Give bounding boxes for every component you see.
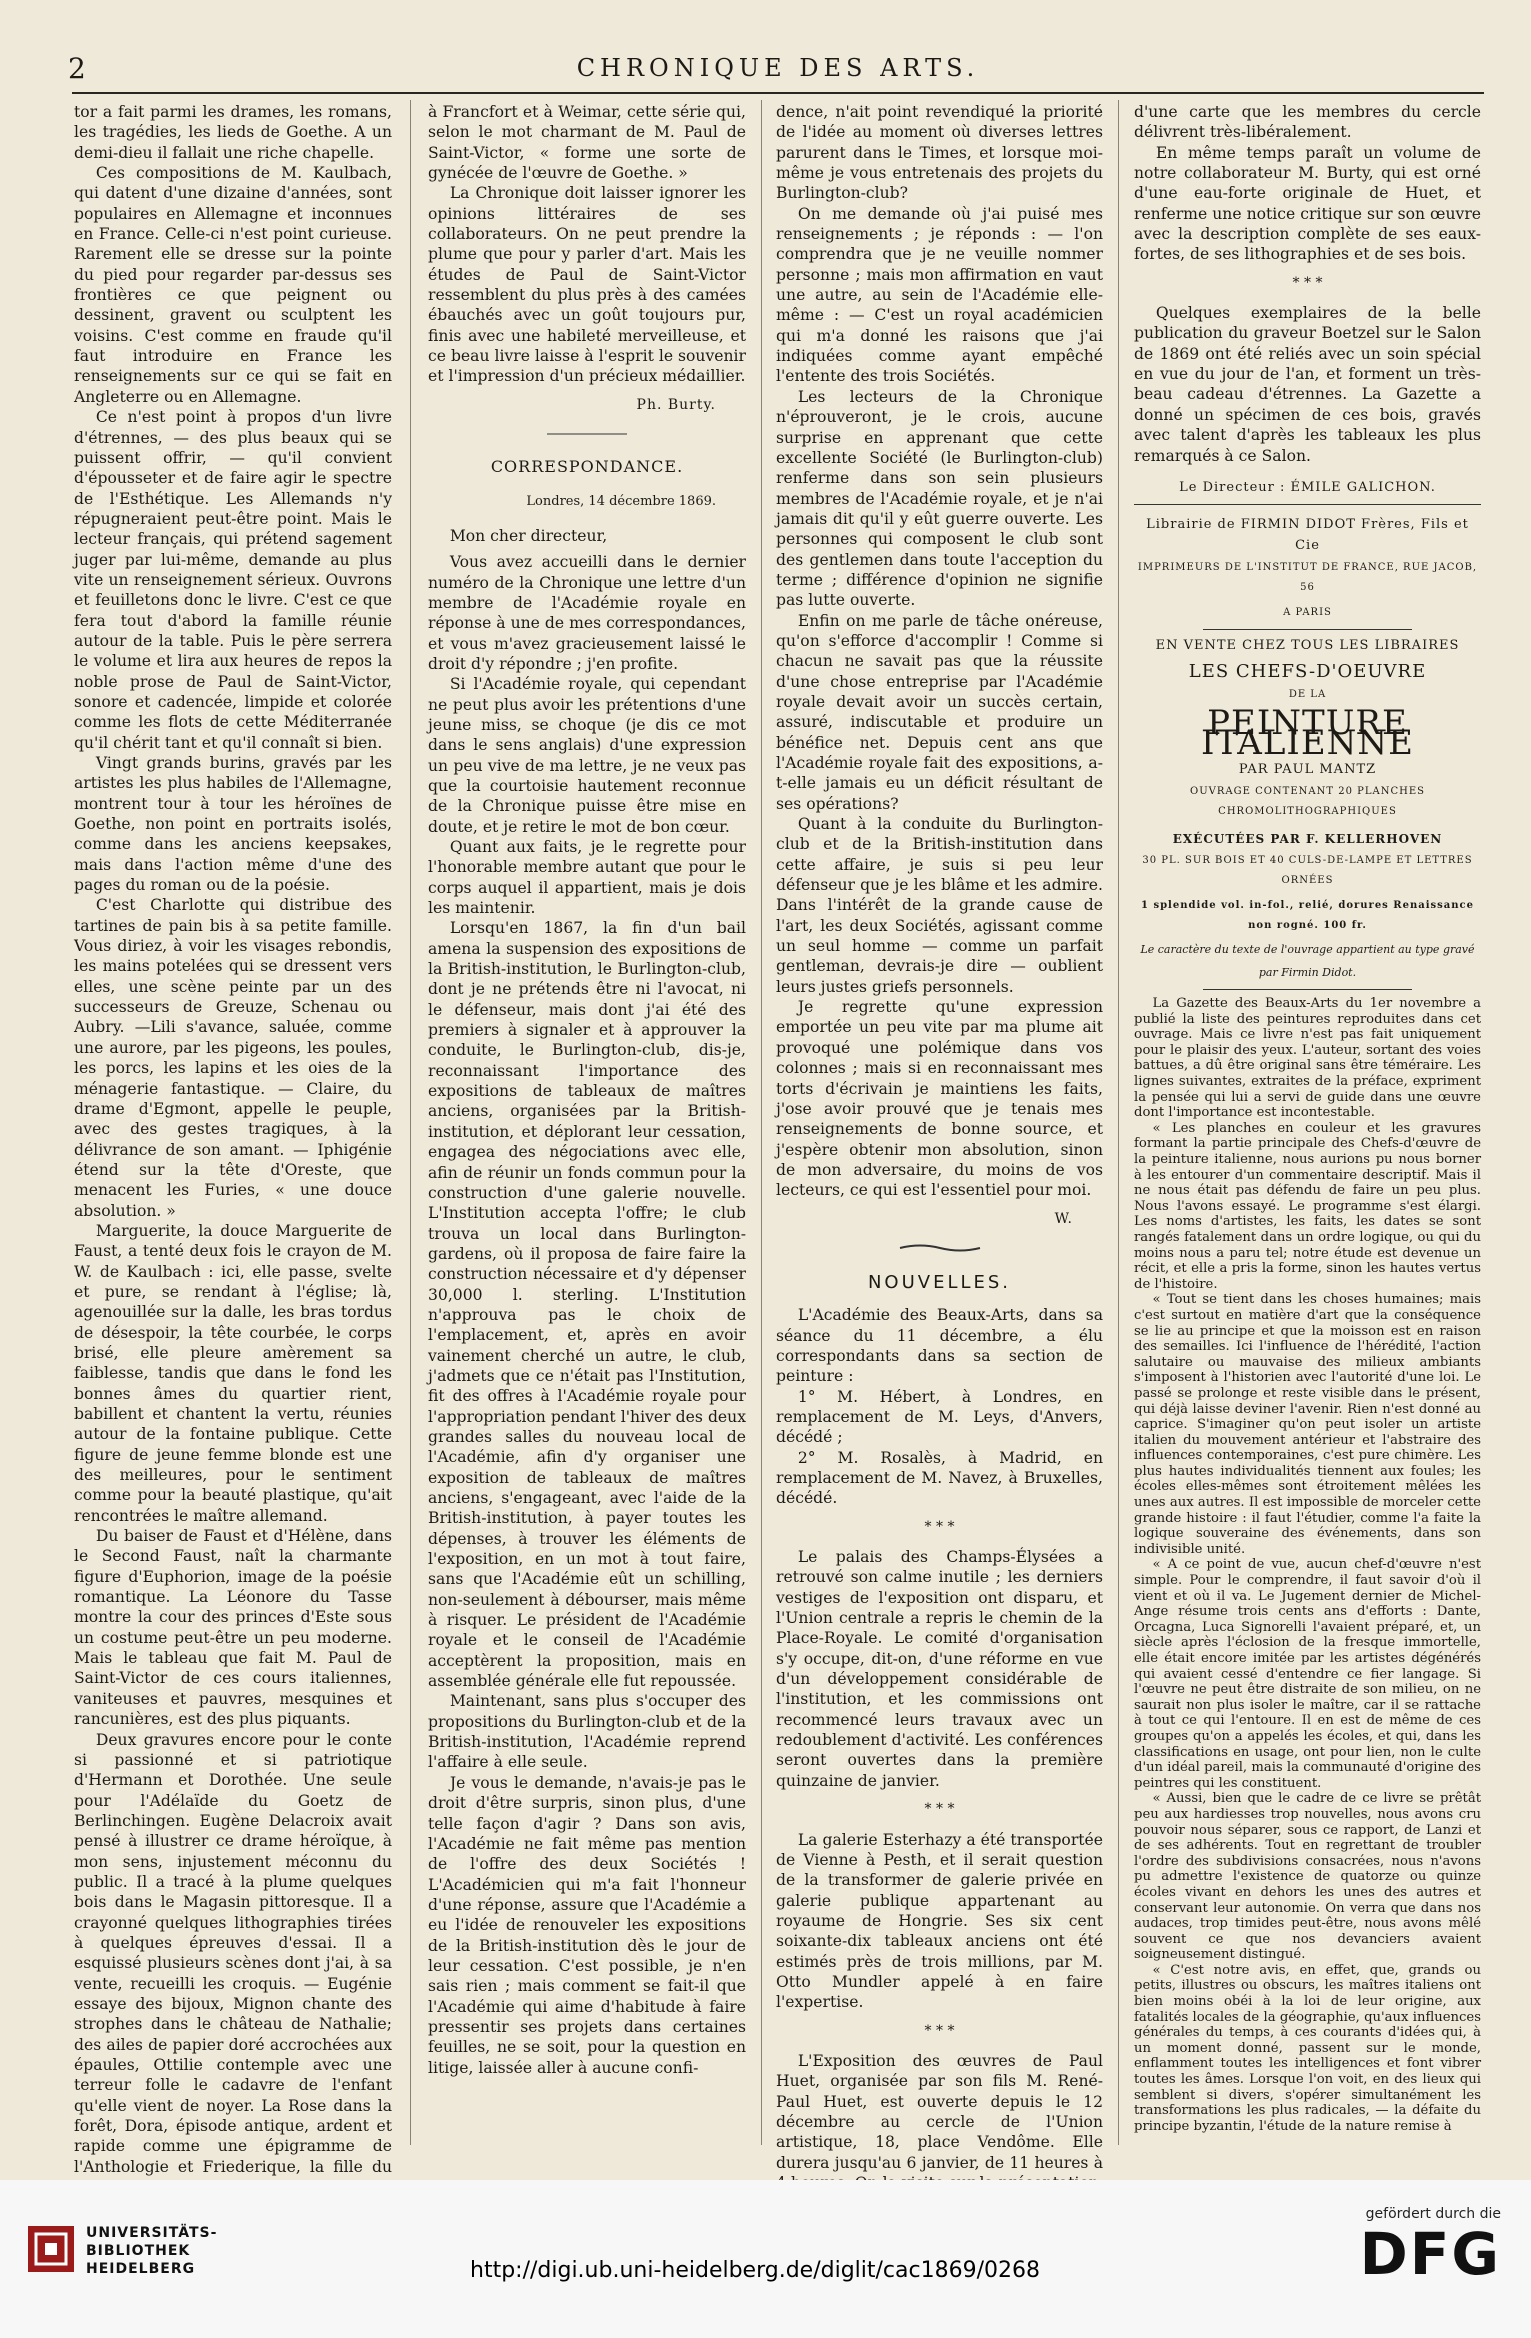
paragraph: Lorsqu'en 1867, la fin d'un bail amena la suspension des expositions de la British-institution, le Burlington-club, dont je ne prétends être ni l'avocat, ni le défenseur, mais dont j'ai été des premiers à signaler et à approuver la conduite, le Burlington-club, dis-je, reconnaissant l'importance des expositions de tableaux de maîtres anciens, organisées par la British-institution, et déplorant leur cessation, engagea des négociations avec elle, afin de réunir un fonds commun pour la construction d'une galerie nouvelle. L'Institution accepta l'offre; le club trouva un local dans Burlington-gardens, où il proposa de faire faire la construction nécessaire et d'y dépenser 30,000 l. sterling. L'Institution n'approuva pas le choix de l'emplacement, et, après en avoir vainement cherché un autre, le club, j'admets que ce n'était pas l'Institution, fit des offres à l'Académie royale pour l'appropriation pendant l'hiver des deux grandes salles du nouveau local de l'Académie, afin d'y organiser une exposition de tableaux de maîtres anciens, s'engageant, avec l'aide de la British-institution, à payer toutes les dépenses, à trouver les éléments de l'exposition, en un mot à tout faire, sans que l'Académie eût un schilling, non-seulement à débourser, mais même à risquer. Le président de l'Académie royale et le conseil de l'Académie acceptèrent la proposition, mais en assemblée générale elle fut repoussée. — [428, 919, 746, 1691]
ad-de-la: DE LA — [1288, 688, 1327, 700]
paragraph: En même temps paraît un volume de notre collaborateur M. Burty, qui est orné d'une eau-forte originale de Huet, et renferme une notice critique sur son œuvre avec la description complète de ses eaux-fortes, de ses lithographies et de ses bois. — [1134, 143, 1481, 264]
salutation: Mon cher directeur, — [449, 526, 608, 545]
page-header — [68, 50, 1488, 90]
paragraph: « Aussi, bien que le cadre de ce livre se prêtât peu aux hardiesses trop nouvelles, nous avons cru pouvoir nous séparer, sous ce rapport, de Lanzi et de ses adhérents. Tout en regrettant de troubler l'ordre des subdivisions consacrées, nous n'avons pu admettre l'existence de quatorze ou quinze écoles vivant en dehors les unes des autres et conservant leur autonomie. On verra que dans nos audaces, trop timides peut-être, nous avons mêlé souvent ce que nos devanciers avaient soigneusement distingué. — [1134, 1791, 1481, 1963]
column-divider — [1118, 100, 1119, 2145]
library-name — [86, 2224, 217, 2278]
paragraph: Du baiser de Faust et d'Hélène, dans le Second Faust, naît la charmante figure d'Euphorion, image de la poésie romantique. La Léonore du Tasse montre la cour des princes d'Este sous un costume peut-être un peu moderne. Mais le tableau que fait M. Paul de Saint-Victor de ces cours italiennes, vaniteuses et pauvres, mesquines et rancunières, est des plus piquants. — [74, 1527, 392, 1729]
paragraph: Je regrette qu'une expression emportée un peu vite par ma plume ait provoqué une polémique dans vos colonnes ; mais si en reconnaissant mes torts d'écrivain je maintiens les faits, j'ose avoir prouvé que je tenais mes renseignements de bonne source, et j'espère obtenir mon absolution, sinon de mon adversaire, du moins de vos lecteurs, ce qui est l'essentiel pour moi. — [776, 998, 1103, 1200]
library-name-line: HEIDELBERG — [86, 2261, 196, 2277]
paragraph: 1° M. Hébert, à Londres, en remplacement de M. Leys, d'Anvers, décédé ; — [776, 1387, 1103, 1447]
paragraph: tor a fait parmi les drames, les romans, les tragédies, les lieds de Goethe. A un demi-dieu il fallait une riche chapelle. — [74, 103, 392, 162]
paragraph: L'Exposition des œuvres de Paul Huet, organisée par son fils M. René-Paul Huet, est ouverte depuis le 12 décembre au cercle de l'Union artistique, 18, place Vendôme. Elle durera jusqu'au 6 janvier, de 11 heures à — [776, 2051, 1103, 2172]
university-library-logo[interactable] — [28, 2218, 448, 2308]
paragraph: Marguerite, la douce Marguerite de Faust, a tenté deux fois le crayon de M. W. de Kaulbach : ici, elle passe, svelte et pure, se rendant à l'église; là, agenouillée sur la dalle, les bras tordus de désespoir, la tête courbée, le corps brisé, elle pleure amèrement sa faiblesse, tandis que dans le fond les bonnes âmes du quartier rient, babillent et chantent la vertu, réunies autour de la fontaine publique. Cette figure de jeune femme blonde est une des meilleures, pour le sentiment comme pour la beauté plastique, qu'ait rencontrées le maître allemand. — [74, 1221, 392, 1525]
paragraph: dence, n'ait point revendiqué la priorité de l'idée au moment où diverses lettres parurent dans le Times, et lorsque moi-même je vous entretenais des projets du Burlington-club? — [776, 103, 1103, 203]
paragraph: « C'est notre avis, en effet, que, grands ou petits, illustres ou obscurs, les maîtres italiens ont bien moins obéi à la loi de leur origine, aux fatalités locales de la géographie, qu'aux influences générales du temps, à ces courants d'idées qui, à un moment donné, passent sur le monde, enflamment toutes les intelligences et font vibrer toutes les âmes. Lorsque l'on voit, en des lieux qui semblent si divers, s'opérer simultanément les transformations les plus radicales, — la défaite du principe byzantin, l'étude de la nature remise à — [1134, 1962, 1481, 2134]
ad-content: OUVRAGE CONTENANT 20 PLANCHES CHROMOLITHOGRAPHIQUES — [1190, 785, 1425, 818]
paragraph: Quelques exemplaires de la belle publication du graveur Boetzel sur le Salon de 1869 ont été reliés avec un soin spécial en vue du jour de l'an, et forment un très-beau cadeau d'étrennes. La Gazette a donné un spécimen de ces bois, gravés avec talent d'après les tableaux les plus remarqués à ce Salon. — [1134, 304, 1481, 465]
paragraph: Le palais des Champs-Élysées a retrouvé son calme inutile ; les derniers vestiges de l'exposition ont disparu, et l'Union centrale a repris le chemin de la Place-Royale. Le comité d'organisation s'y occupe, dit-on, d'une réforme en vue d'un développement considérable de l'institution, et les commissions ont recommencé leurs travaux avec un redoublement d'activité. Les conférences seront ouvertes dans la première quinzaine de janvier. — [776, 1548, 1103, 1790]
paragraph: 2° M. Rosalès, à Madrid, en remplacement de M. Navez, à Bruxelles, décédé. — [776, 1448, 1103, 1508]
paragraph: Maintenant, sans plus s'occuper des propositions du Burlington-club et de la British-institution, l'Académie reprend l'affaire à elle seule. — [428, 1692, 746, 1772]
running-title: CHRONIQUE DES ARTS. — [576, 54, 980, 82]
column-divider — [761, 100, 762, 2145]
dfg-logo: DFG — [1359, 2220, 1501, 2288]
paragraph: La Chronique doit laisser ignorer les opinions littéraires de ses collaborateurs. On ne peut prendre la plume que pour y parler d'art. Mais les études de Paul de Saint-Victor ressemblent du plus près à des camées ébauchés avec un goût toujours pur, finis avec une habileté merveilleuse, et ce beau livre laisse à l'esprit le souvenir et l'impression d'un précieux médaillier. — [428, 184, 746, 386]
column-3 — [776, 102, 1103, 2172]
ad-rule — [1203, 989, 1411, 990]
asterism: * * * — [924, 1801, 955, 1818]
ad-executed: EXÉCUTÉES PAR F. KELLERHOVEN — [1172, 831, 1443, 846]
asterism: * * * — [924, 2022, 955, 2039]
source-url-link[interactable]: http://digi.ub.uni-heidelberg.de/diglit/cac1869/0268 — [470, 2258, 1040, 2283]
section-title-correspondance: CORRESPONDANCE. — [490, 457, 684, 477]
ad-title-2: PEINTURE ITALIENNE — [1201, 702, 1414, 764]
ad-title-1: LES CHEFS-D'OEUVRE — [1188, 661, 1427, 683]
ad-note-1: Le caractère du texte de l'ouvrage appartient au type gravé — [1140, 943, 1475, 957]
asterism: * * * — [924, 1518, 955, 1535]
column-4 — [1134, 102, 1481, 2147]
column-1 — [74, 102, 392, 2176]
paragraph: Enfin on me parle de tâche onéreuse, qu'on s'efforce d'accomplir ! Comme si chacun ne savait pas que la réussite d'une chose entreprise par l'Académie royale devait avoir un succès certain, assuré, indiscutable et produire un bénéfice net. Depuis cent ans que l'Académie royale fait des expositions, a-t-elle jamais eu un déficit résultant de ses opérations? — [776, 611, 1103, 813]
digitization-footer — [0, 2180, 1531, 2338]
paragraph: Ces compositions de M. Kaulbach, qui datent d'une dizaine d'années, sont populaires en Allemagne et inconnues en France. Celle-ci n'est point curieuse. Rarement elle se dresse sur la pointe du pied pour regarder par-dessus ses frontières ce que peignent ou dessinent, gravent ou sculptent les voisins. C'est comme en fraude qu'il faut introduire en France les renseignements sur ce qui se fait en Angleterre ou en Allemagne. — [74, 164, 392, 406]
dfg-funding[interactable] — [1321, 2206, 1501, 2316]
paragraph: « Les planches en couleur et les gravures formant la partie principale des Chefs-d'œuvre de la peinture italienne, nous aurions pu nous borner à les entourer d'un commentaire descriptif. Mais il ne nous était pas défendu de faire un peu plus. Nous l'avons essayé. Le programme s'est élargi. Les noms d'artistes, les faits, les dates se sont rangés fatalement dans un ordre logique, ou qui du moins nous a paru tel; notre étude est devenue un récit, et elle a pris la forme, sinon les hautes vertus de l'histoire. — [1134, 1120, 1481, 1292]
paragraph: Vingt grands burins, gravés par les artistes les plus habiles de l'Allemagne, montrent tour à tour les héroïnes de Goethe, non point en portraits isolés, comme dans les anciens keepsakes, mais dans l'action même d'une des pages du roman ou de la poésie. — [74, 754, 392, 895]
paragraph: Ce n'est point à propos d'un livre d'étrennes, — des plus beaux qui se puissent offrir, — qu'il convient d'épousseter et de faire agir le spectre de l'Esthétique. Les Allemands n'y répugneraient peut-être point. Mais le lecteur français, qui prétend sagement juger par lui-même, demande au plus vite un renseignement sérieux. Ouvrons et feuilletons donc le livre. C'est ce que fera tout d'abord la famille réunie autour de la table. Puis le père serrera le volume et lira aux heures de repos la noble prose de Paul de Saint-Victor, sonore et cadencée, limpide et colorée comme les flots de cette Méditerranée qu'il chérit tant et qu'il connaît si bien. — [74, 408, 392, 752]
paragraph: « A ce point de vue, aucun chef-d'œuvre n'est simple. Pour le comprendre, il faut savoir d'où il vient et où il va. Le Jugement dernier de Michel-Ange résume trois cents ans d'efforts : Dante, Orcagna, Luca Signorelli l'avaient préparé, et, un siècle après l'éclosion de la fresque immortelle, elle était encore imitée par les artistes dégénérés qui avaient cessé d'entendre ce fier langage. Si l'œuvre ne peut être distraite de son milieu, on ne saurait non plus isoler le maître, car il se rattache à tout ce qui l'entoure. Il en est de même de ces groupes qu'on a appelés les écoles, et qui, dans les classifications en usage, ont pour lien, non le culte d'un idéal pareil, mais la communauté d'origine des peintres qui les constituent. — [1134, 1557, 1481, 1791]
ad-city: A PARIS — [1283, 606, 1332, 618]
library-name-line: UNIVERSITÄTS- — [86, 2225, 218, 2241]
signature-burty: Ph. Burty. — [636, 396, 716, 413]
ad-extras: 30 PL. SUR BOIS ET 40 CULS-DE-LAMPE ET LETTRES ORNÉES — [1142, 855, 1473, 887]
director-line: Le Directeur : ÉMILE GALICHON. — [1134, 478, 1481, 505]
asterism: * * * — [1292, 274, 1323, 291]
library-name-line: BIBLIOTHEK — [86, 2243, 191, 2259]
separator-ornament — [900, 1243, 980, 1253]
paragraph: Quant à la conduite du Burlington-club et de la British-institution dans cette affaire, je suis si peu leur défenseur que je les blâme et les admire. Dans l'intérêt de la grande cause de l'art, les deux Sociétés, agissant comme un seul homme — comme un parfait gentleman, devrais-je dire — oublient leurs justes griefs personnels. — [776, 815, 1103, 996]
paragraph: Vous avez accueilli dans le dernier numéro de la Chronique une lettre d'un membre de l'Académie royale en réponse à une de mes correspondances, et vous m'avez gracieusement laissé le droit d'y répondre ; j'en profite. — [428, 553, 746, 673]
header-rule — [72, 92, 1484, 94]
column-2 — [428, 102, 746, 2147]
paragraph: Les lecteurs de la Chronique n'éprouveront, je le crois, aucune surprise en apprenant que cette excellente Société (le Burlington-club) renferme dans son sein plusieurs membres de l'Académie royale, et je n'ai jamais dit qu'il y eût guerre ouverte. Les personnes qui composent le club sont des gentlemen dans toute l'acception du terme ; différence d'opinion ne signifie pas lutte ouverte. — [776, 387, 1103, 610]
signature-w: W. — [1054, 1210, 1073, 1227]
section-title-nouvelles: NOUVELLES. — [867, 1271, 1012, 1293]
paragraph: d'une carte que les membres du cercle délivrent très-libéralement. — [1134, 103, 1481, 142]
paragraph: Si l'Académie royale, qui cependant ne peut plus avoir les prétentions d'une jeune miss, se choque (je dis ce mot dans le sens anglais) d'une expression un peu vive de ma lettre, je ne veux pas que la courtoisie hautement reconnue de la Chronique puisse être mise en doute, et je retire le mot de bon cœur. — [428, 675, 746, 836]
ad-on-sale: EN VENTE CHEZ TOUS LES LIBRAIRES — [1155, 637, 1460, 653]
ad-author: PAR PAUL MANTZ — [1238, 761, 1377, 777]
library-seal-icon — [28, 2226, 74, 2272]
column-divider — [410, 100, 411, 2145]
paragraph: Je vous le demande, n'avais-je pas le droit d'être surpris, sinon plus, d'une telle façon d'agir ? Dans son avis, l'Académie ne fait même pas mention de l'offre des deux Sociétés ! L'Académicien qui m'a fait l'honneur d'une réponse, assure que l'Académie a eu l'idée de renouveler les expositions de la British-institution dès le jour de leur cessation. C'est possible, je n'en sais rien ; mais comment se fait-il que l'Académie qui aime d'habitude à faire pressentir ses projets dans certaines feuilles, ne se soit, pour la question en litige, laissée aller à aucune confi- — [428, 1773, 746, 2077]
review-block — [1134, 996, 1481, 2134]
dateline: Londres, 14 décembre 1869. — [526, 493, 716, 509]
paragraph: à Francfort et à Weimar, cette série qui, selon le mot charmant de M. Paul de Saint-Victor, « forme une sorte de gynécée de l'œuvre de Goethe. » — [428, 103, 746, 183]
paragraph: « Tout se tient dans les choses humaines; mais c'est surtout en matière d'art que la conséquence se lie au principe et que la moisson est en raison des semailles. Ici l'influence de l'hérédité, l'action salutaire ou mauvaise des milieux ambiants s'imposent à l'historien avec l'autorité d'une loi. Le passé se prolonge et reste visible dans le présent, qui déjà laisse deviner l'avenir. Rien n'est donné au caprice. S'imaginer qu'on peut isoler un artiste italien du mouvement antérieur et l'abstraire des influences contemporaines, c'est pure chimère. Les plus hautes individualités tiennent aux foules; les écoles elles-mêmes sont étroitement mêlées les unes aux autres. Il est impossible de morceler cette grande histoire : il faut l'étudier, comme l'a faite la logique souveraine des événements, dans son indivisible unité. — [1134, 1292, 1481, 1557]
page-number: 2 — [68, 52, 86, 85]
ad-format: 1 splendide vol. in-fol., relié, dorures Renaissance non rogné. 100 fr. — [1141, 899, 1474, 932]
ad-note-2: par Firmin Didot. — [1258, 965, 1357, 979]
paragraph: La Gazette des Beaux-Arts du 1er novembre a publié la liste des peintures reproduites dans cet ouvrage. Mais ce livre n'est pas fait uniquement pour le plaisir des yeux. L'auteur, sortant des voies battues, a dû être original sans être téméraire. Les lignes suivantes, extraites de la préface, expriment la pensée qui lui a servi de guide dans une œuvre dont l'importance est incontestable. — [1134, 996, 1481, 1121]
paragraph: C'est Charlotte qui distribue des tartines de pain bis à sa petite famille. Vous diriez, à voir les visages rebondis, les mains potelées qui se dressent vers elles, une scène peinte par un des successeurs de Greuze, Schenau ou Aubry. —Lili s'avance, saluée, comme une aurore, par les pigeons, les poules, les porcs, les lapins et les oies de la ménagerie fantastique. — Claire, du drame d'Egmont, appelle le peuple, avec des gestes tragiques, à la délivrance de son amant. — Iphigénie étend sur la tête d'Oreste, que menacent les Furies, « une douce absolution. » — [74, 896, 392, 1220]
funded-by-text: gefördert durch die — [1365, 2206, 1501, 2222]
paragraph: La galerie Esterhazy a été transportée de Vienne à Pesth, et il serait question de la transformer de galerie privée en galerie publique appartenant au royaume de Hongrie. Ses six cent soixante-dix tableaux anciens ont été estimés près de trois millions, par M. Otto Mundler appelé à en faire l'expertise. — [776, 1830, 1103, 2012]
paragraph: On me demande où j'ai puisé mes renseignements ; je réponds : — l'on comprendra que je ne veuille nommer personne ; mais mon affirmation en vaut une autre, au sein de l'Académie elle-même : — C'est un royal académicien qui m'a donné les raisons que j'ai indiquées comme ayant empêché l'entente des trois Sociétés. — [776, 204, 1103, 386]
paragraph: Quant aux faits, je le regrette pour l'honorable membre autant que pour le corps auquel il appartient, mais je dois les maintenir. — [428, 838, 746, 918]
ad-publisher-sub: IMPRIMEURS DE L'INSTITUT DE FRANCE, RUE JACOB, 56 — [1137, 561, 1478, 594]
separator-ornament — [547, 429, 627, 439]
paragraph: Deux gravures encore pour le conte si passionné et si patriotique d'Hermann et Dorothée. Une seule pour l'Adélaïde du Goetz de Berlinchingen. Eugène Delacroix avait pensé à illustrer ce drame héroïque, à mon sens, injustement méconnu du public. Il a tracé à la plume quelques bois dans le Magasin pittoresque. Il a crayonné quelques lithographies tirées à quelques épreuves d'essai. Il a esquissé plusieurs scènes dont j'ai, à sa vente, recueilli les croquis. — Eugénie essaye des bijoux, Mignon chante des strophes dans le château de Nathalie; des ailes de papier doré accrochées aux épaules, Ottilie contemple avec une terreur folle le cadavre de l'enfant qu'elle vient de noyer. La Rose dans la forêt, Dora, épisode antique, ardent et rapide comme une épigramme de l'Anthologie et Friederique, la fille du — [74, 1730, 392, 2176]
paragraph: L'Académie des Beaux-Arts, dans sa séance du 11 décembre, a élu correspondants dans sa section de peinture : — [776, 1306, 1103, 1386]
ad-rule — [1203, 629, 1411, 630]
ad-publisher: Librairie de FIRMIN DIDOT Frères, Fils et Cie — [1146, 517, 1469, 553]
